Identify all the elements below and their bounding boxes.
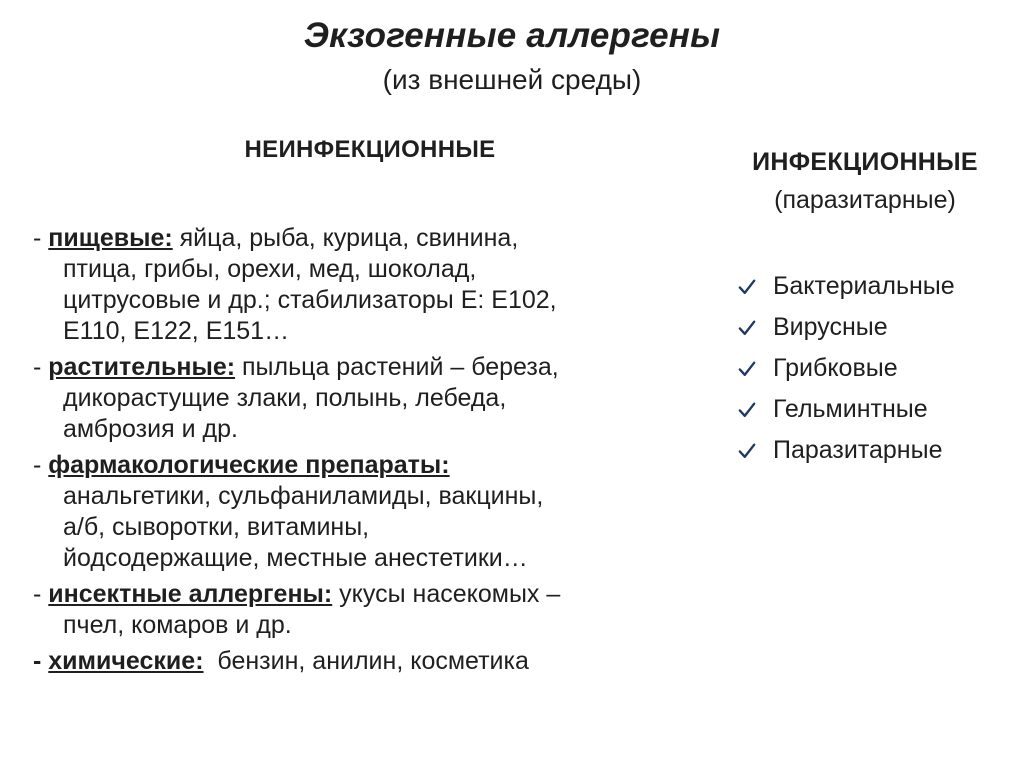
noninfectious-list [33,223,713,682]
list-item-label: Паразитарные [773,436,943,464]
check-icon [738,319,756,337]
item-label: инсектные аллергены: [48,580,333,608]
item-text: птица, грибы, орехи, мед, шоколад, [63,255,477,283]
item-text: Е110, Е122, Е151… [63,317,290,345]
item-text: яйца, рыба, курица, свинина, [172,224,519,252]
list-item-label: Вирусные [773,313,888,341]
item-text: амброзия и др. [63,415,238,443]
item-text: цитрусовые и др.; стабилизаторы Е: Е102, [63,286,557,314]
check-icon [738,401,756,419]
infectious-list [738,266,1018,471]
item-text: бензин, анилин, косметика [203,647,529,675]
list-item [738,389,1018,430]
list-item [738,266,1018,307]
item-text: пыльца растений – береза, [235,353,559,381]
item-dash: - [33,580,49,608]
list-item-label: Гельминтные [773,395,928,423]
list-item [738,430,1018,471]
item-label: фармакологические препараты: [48,451,450,479]
item-text: анальгетики, сульфаниламиды, вакцины, [63,482,544,510]
list-item-label: Бактериальные [773,272,955,300]
item-text: йодсодержащие, местные анестетики… [63,544,528,572]
item-text: дикорастущие злаки, полынь, лебеда, [63,384,507,412]
item-dash: - [33,224,49,252]
list-item [738,348,1018,389]
check-icon [738,442,756,460]
item-text: пчел, комаров и др. [63,611,292,639]
slide-title: Экзогенные аллергены [303,16,721,55]
item-label: химические: [48,647,204,675]
list-item-plant [33,352,713,445]
list-item [738,307,1018,348]
noninfectious-heading: НЕИНФЕКЦИОННЫЕ [244,136,496,163]
item-text: а/б, сыворотки, витамины, [63,513,370,541]
item-label: пищевые: [48,224,173,252]
infectious-subheading: (паразитарные) [774,186,956,214]
check-icon [738,278,756,296]
item-dash: - [33,353,49,381]
item-dash: - [33,451,49,479]
item-dash: - [33,647,49,675]
slide-subtitle: (из внешней среды) [382,64,642,95]
list-item-pharma [33,450,713,574]
list-item-food [33,223,713,347]
check-icon [738,360,756,378]
list-item-insect [33,579,713,641]
list-item-chemical [33,646,713,677]
item-label: растительные: [48,353,236,381]
infectious-heading: ИНФЕКЦИОННЫЕ [752,148,978,176]
list-item-label: Грибковые [773,354,898,382]
item-text: укусы насекомых – [332,580,561,608]
